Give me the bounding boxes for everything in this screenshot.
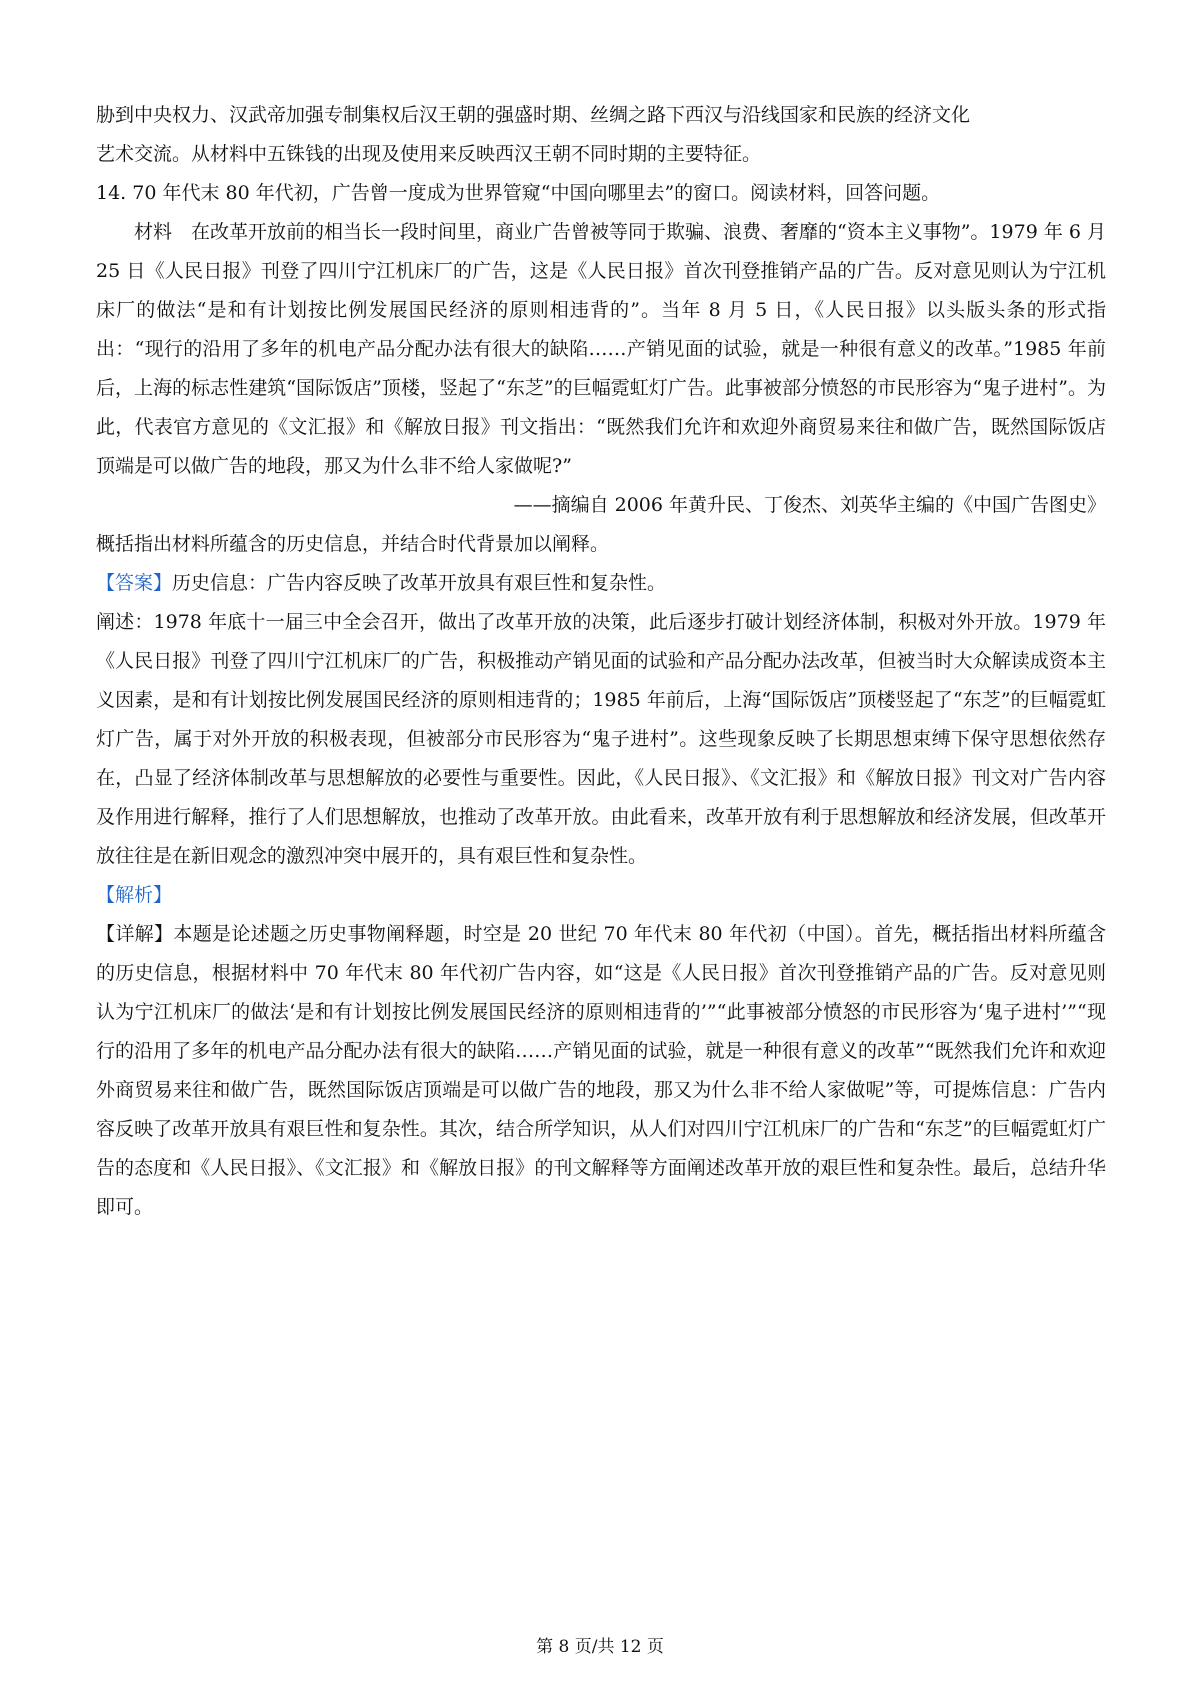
page-content	[96, 96, 1106, 1227]
analysis-heading	[96, 876, 1106, 915]
page-number: 第 8 页/共 12 页	[536, 1637, 664, 1657]
answer-text: 历史信息：广告内容反映了改革开放具有艰巨性和复杂性。	[172, 572, 667, 594]
continued-line-2: 艺术交流。从材料中五铢钱的出现及使用来反映西汉王朝不同时期的主要特征。	[96, 143, 762, 165]
analysis-tag: 【解析】	[96, 884, 173, 906]
detail-paragraph	[96, 915, 1106, 1227]
answer-paragraph	[96, 564, 1106, 603]
question-prompt: 概括指出材料所蕴含的历史信息，并结合时代背景加以阐释。	[96, 533, 610, 555]
material-source: ——摘编自 2006 年黄升民、丁俊杰、刘英华主编的《中国广告图史》	[513, 494, 1106, 516]
answer-elaboration: 阐述：1978 年底十一届三中全会召开，做出了改革开放的决策，此后逐步打破计划经济体制，积极对外开放。1979 年《人民日报》刊登了四川宁江机床厂的广告，积极推动产销见面的试验和产品分配办法改革，但被当时大众解读成资本主义因素，是和有计划按比例发展国民经济的原则相违背的；1985 年前后，上海“国际饭店”顶楼竖起了“东芝”的巨幅霓虹灯广告，属于对外开放的积极表现，但被部分市民形容为“鬼子进村”。这些现象反映了长期思想束缚下保守思想依然存在，凸显了经济体制改革与思想解放的必要性与重要性。因此，《人民日报》、《文汇报》和《解放日报》刊文对广告内容及作用进行解释，推行了人们思想解放，也推动了改革开放。由此看来，改革开放有利于思想解放和经济发展，但改革开放往往是在新旧观念的激烈冲突中展开的，具有艰巨性和复杂性。	[96, 611, 1106, 867]
detail-tag: 【详解】	[96, 923, 174, 945]
answer-tag: 【答案】	[96, 572, 173, 594]
question-material: 材料 在改革开放前的相当长一段时间里，商业广告曾被等同于欺骗、浪费、奢靡的“资本主义事物”。1979 年 6 月 25 日《人民日报》刊登了四川宁江机床厂的广告，这是《人民日报》首次刊登推销产品的广告。反对意见则认为宁江机床厂的做法“是和有计划按比例发展国民经济的原则相违背的”。当年 8 月 5 日，《人民日报》以头版头条的形式指出：“现行的沿用了多年的机电产品分配办法有很大的缺陷……产销见面的试验，就是一种很有意义的改革。”1985 年前后，上海的标志性建筑“国际饭店”顶楼，竖起了“东芝”的巨幅霓虹灯广告。此事被部分愤怒的市民形容为“鬼子进村”。为此，代表官方意见的《文汇报》和《解放日报》刊文指出：“既然我们允许和欢迎外商贸易来往和做广告，既然国际饭店顶端是可以做广告的地段，那又为什么非不给人家做呢?”	[96, 221, 1106, 477]
continued-line-1: 胁到中央权力、汉武帝加强专制集权后汉王朝的强盛时期、丝绸之路下西汉与沿线国家和民族的经济文化	[96, 104, 971, 126]
detail-text: 本题是论述题之历史事物阐释题，时空是 20 世纪 70 年代末 80 年代初（中国）。首先，概括指出材料所蕴含的历史信息，根据材料中 70 年代末 80 年代初广告内容，如“这是《人民日报》首次刊登推销产品的广告。反对意见则认为宁江机床厂的做法‘是和有计划按比例发展国民经济的原则相违背的’”“此事被部分愤怒的市民形容为‘鬼子进村’”“现行的沿用了多年的机电产品分配办法有很大的缺陷……产销见面的试验，就是一种很有意义的改革”“既然我们允许和欢迎外商贸易来往和做广告，既然国际饭店顶端是可以做广告的地段，那又为什么非不给人家做呢”等，可提炼信息：广告内容反映了改革开放具有艰巨性和复杂性。其次，结合所学知识，从人们对四川宁江机床厂的广告和“东芝”的巨幅霓虹灯广告的态度和《人民日报》、《文汇报》和《解放日报》的刊文解释等方面阐述改革开放的艰巨性和复杂性。最后，总结升华即可。	[96, 923, 1106, 1218]
question-stem: 14. 70 年代末 80 年代初，广告曾一度成为世界管窥“中国向哪里去”的窗口。阅读材料，回答问题。	[96, 182, 941, 204]
